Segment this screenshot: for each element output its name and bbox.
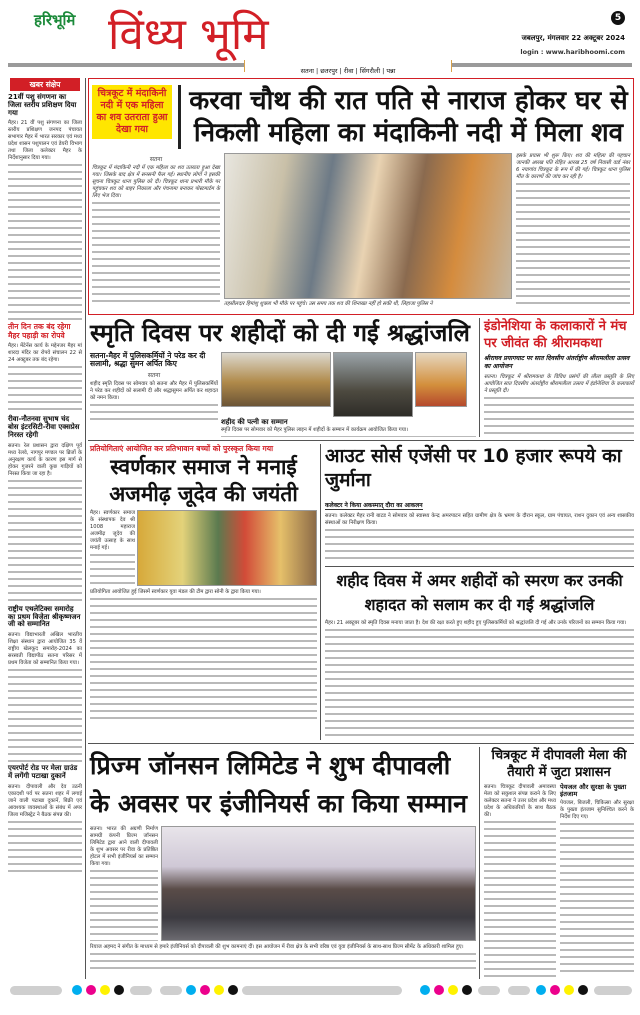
lead-story: [88, 78, 634, 315]
chitrakoot-body: सतना। चित्रकूट दीपावली अमावस्या मेला को सकुशल संपन्न कराने के लिए कलेक्टर सतना ने उत्तर प्रदेश और मध्य प्रदेश के अधिकारियों के साथ बैठक की।: [484, 784, 556, 979]
black-mark: [578, 985, 588, 995]
procession-photo: [137, 510, 317, 586]
cyan-mark: [536, 985, 546, 995]
registration-mark: [508, 986, 530, 995]
swarnkar-body: प्रतियोगिता आयोजित हुई जिसमें स्वर्णकार युवा मंडल की टीम द्वारा सोनी के द्वारा किया गया।: [90, 589, 317, 719]
registration-mark: [130, 986, 152, 995]
page-number: 5: [611, 11, 625, 25]
brief-title: राष्ट्रीय एथलेटिक्स समारोह का प्रथम विजेता श्रीकृष्णजन जी को सम्मानित: [8, 604, 81, 629]
brief-title: एयरपोर्ट रोड पर मेला ग्राउंड में लगेंगी पटाखा दुकानें: [8, 764, 78, 781]
chitrakoot-headline: चित्रकूट में दीपावली मेला की तैयारी में जुटा प्रशासन: [491, 747, 627, 780]
swarnkar-headline: स्वर्णकार समाज ने मनाई अजमीढ़ जूदेव की जयंती: [109, 454, 298, 506]
smriti-kicker: सतना: [147, 371, 161, 379]
registration-mark: [242, 986, 402, 995]
black-mark: [462, 985, 472, 995]
brief-header: खबर संक्षेप: [10, 78, 80, 91]
magenta-mark: [550, 985, 560, 995]
brief-column: [8, 78, 82, 979]
smriti-body: स्मृति दिवस पर सोमवार को मैहर पुलिस लाइन में शहीदों के सम्मान में कार्यक्रम आयोजित किया गया।: [221, 427, 476, 437]
magenta-mark: [86, 985, 96, 995]
lead-body: इसके प्रयास भी शुरू किए। शव की महिला की पहचान जानकी आरख पति रोहित आरख 25 वर्ष निवासी वार्ड नंबर 6 नयागांव चित्रकूट के रूप में की गई। चित्रकूट थाना पुलिस मौत के कारणों की जांच कर रही है।: [516, 153, 630, 308]
magenta-mark: [434, 985, 444, 995]
header-bar-right: [452, 63, 632, 67]
lead-photo: [224, 153, 512, 299]
shahid-body: मैहर। 21 अक्टूबर को स्मृति दिवस मनाया जाता है। देश की रक्षा करते हुए शहीद हुए पुलिसकर्मियों को श्रद्धांजलि दी गई और उनके परिजनों का सम्मान किया गया।: [325, 620, 634, 740]
masthead: [0, 0, 640, 78]
chitrakoot-subhead: पेयजल और सुरक्षा के पुख्ता इंतजाम: [560, 782, 627, 799]
swarnkar-kicker: प्रतियोगिताएं आयोजित कर प्रतिभावान बच्चों को पुरस्कृत किया गया: [90, 443, 274, 453]
black-mark: [114, 985, 124, 995]
brief-body: मैहर। मेंटेनेंस कार्य के मद्देनजर मैहर मां शारदा मंदिर का रोपवे संचालन 22 से 24 अक्टूबर तक बंद रहेगा।: [8, 343, 82, 413]
yellow-mark: [564, 985, 574, 995]
dateline: जबलपुर, मंगलवार 22 अक्टूबर 2024: [521, 34, 625, 42]
indonesia-story: [479, 318, 634, 437]
engineers-photo: [161, 826, 476, 941]
registration-mark: [160, 986, 182, 995]
lead-headline: करवा चौथ की रात पति से नाराज होकर घर से निकली महिला का मंदाकिनी नदी में मिला शव: [189, 86, 628, 148]
smriti-body: शहीद स्मृति दिवस पर सोमवार को सतना और मैहर में पुलिसकर्मियों ने परेड कर शहीदों को सलामी दी और श्रद्धासुमन अर्पित कर शहादत को नमन किया।: [90, 381, 218, 421]
wreath-photo: [415, 352, 467, 407]
brief-body: सतना। रेल प्रशासन द्वारा दक्षिण पूर्व मध्य रेलवे, नागपुर मण्डल पर ब्रिजों के अनुरक्षण कार्य के कारण इस मार्ग से होकर गुजरने वाली कुछ गाड़ियों को निरस्त किया जा रहा है।: [8, 443, 82, 603]
outsource-tag: कलेक्टर ने किया अकस्मात् दौरा का आकलन: [325, 501, 423, 509]
cyan-mark: [420, 985, 430, 995]
registration-mark: [10, 986, 62, 995]
yellow-mark: [448, 985, 458, 995]
brief-title: 21वीं पशु संगणना का जिला स्तरीय प्रशिक्षण दिया गया: [8, 93, 77, 117]
registration-strip: [0, 983, 640, 999]
yellow-mark: [214, 985, 224, 995]
swarnkar-body: मैहर। स्वर्णकार समाज के संस्थापक देव श्री 1008 महाराज अजमीढ़ जूदेव की जयंती उत्साह के साथ मनाई गई।: [90, 510, 135, 586]
divider-bar: [178, 85, 181, 149]
section-divider: [325, 566, 634, 740]
indonesia-body: सतना। चित्रकूट में श्रीरामकथा के विविध प्रसंगों की लीला प्रस्तुति के लिए आयोजित सात दिवसीय अंतर्राष्ट्रीय श्रीरामलीला उत्सव में इंडोनेशिया के कलाकारों ने प्रस्तुति दी।: [484, 374, 634, 434]
prism-body: सतना। भारत की अग्रणी निर्माण सामग्री कंपनी प्रिज्म जॉनसन लिमिटेड द्वारा आने वाली दीपावली के शुभ अवसर पर रीवा के प्रतिष्ठित होटल में सभी इंजीनियर्स का सम्मान किया गया।: [90, 826, 158, 941]
indonesia-headline: इंडोनेशिया के कलाकारों ने मंच पर जीवंत की श्रीरामकथा: [484, 319, 627, 351]
cyan-mark: [72, 985, 82, 995]
outsource-headline: आउट सोर्स एजेंसी पर 10 हजार रूपये का जुर्माना: [325, 444, 622, 491]
outsource-body: सतना। कलेक्टर मैहर रानी बाटड ने सोमवार को स्वास्थ्य केन्द्र अमरपाटन सहित ग्रामीण क्षेत्र के भ्रमण के दौरान स्कूल, ग्राम पंचायत, राशन दुकान एवं अन्य शासकीय संस्थाओं का निरीक्षण किया।: [325, 513, 634, 563]
website-link[interactable]: login : www.haribhoomi.com: [520, 48, 625, 56]
smriti-subhead: सतना-मैहर में पुलिसकर्मियों ने परेड कर दी सलामी, श्रद्धा सुमन अर्पित किए: [90, 351, 206, 369]
brief-title: तीन दिन तक बंद रहेगा मैहर पहाड़ी का रोपवे: [8, 322, 71, 340]
indonesia-subhead: श्रीराघव प्रयागघाट पर सात दिवसीय अंतर्राष्ट्रीय श्रीरामलीला उत्सव का आयोजन: [484, 355, 630, 370]
brief-body: सतना। दीपावली और देव उठनी एकादशी पर्व पर सतना शहर में लगाई जाने वाली पटाखा दुकानें, बिक्री एवं आवश्यक व्यवस्थाओं के संबंध में अपर जिला मजिस्ट्रेट ने बैठक संपन्न की।: [8, 784, 82, 874]
section-divider: [88, 743, 634, 979]
prism-body: रियाज अहमद ने संगीत के माध्यम से हमारे इंजीनियर्स को दीपावली की शुभ कामनाएं दीं। इस आयोजन में रीवा क्षेत्र के सभी वरिष्ठ एवं युवा इंजीनियर्स के साथ-साथ प्रिज्म सीमेंट के अधिकारी शामिल हुए।: [90, 944, 476, 974]
yellow-mark: [100, 985, 110, 995]
brief-body: सतना। विद्याभारती अखिल भारतीय शिक्षा संस्थान द्वारा आयोजित 35 वें राष्ट्रीय खेलकूद समारोह-2024 का सरस्वती विद्यापीठ सतना परिसर में प्रथम विजेता को सम्मानित किया गया।: [8, 632, 82, 762]
magenta-mark: [200, 985, 210, 995]
city-list: सतना | छतरपुर | रीवा | सिंगरौली | पन्ना: [300, 67, 396, 75]
header-bar-left: [8, 63, 244, 67]
brief-body: मैहर। 21 वीं पशु संगणना का जिला स्तरीय प्रशिक्षण जनपद पंचायत सभागार मैहर में भारत सरकार एवं मध्य प्रदेश शासन पशुपालन एवं डेयरी विभाग तथा जिला कलेक्टर मैहर के निर्देशानुसार दिया गया।: [8, 120, 82, 320]
registration-mark: [478, 986, 500, 995]
prism-headline: प्रिज्म जॉनसन लिमिटेड ने शुभ दीपावली के अवसर पर इंजीनियर्स का किया सम्मान: [90, 750, 468, 818]
lead-sidebox: चित्रकूट में मंदाकिनी नदी में एक महिला का शव उतराता हुआ देखा गया: [92, 85, 172, 139]
cyan-mark: [186, 985, 196, 995]
edition-title: विंध्य भूमि: [108, 9, 269, 60]
photo-caption: शहीद की पत्नी का सम्मान: [221, 418, 288, 426]
smriti-headline: स्मृति दिवस पर शहीदों को दी गई श्रद्धांजलि: [90, 319, 470, 347]
lead-body: चित्रकूट में मंदाकिनी नदी में एक महिला का शव उतराता हुआ देखा गया। जिसके बाद क्षेत्र में सनसनी फैल गई। स्थानीय लोगों ने इसकी सूचना चित्रकूट थाना पुलिस को दी। चित्रकूट थाना प्रभारी मौके पर पहुंचकर शव को बाहर निकाला और पंचनामा बनाकर पोस्टमार्टम के लिए भेज दिया।: [92, 165, 220, 305]
salute-photo: [333, 352, 413, 417]
column-divider: [85, 78, 86, 979]
section-divider: [88, 440, 634, 743]
shahid-headline: शहीद दिवस में अमर शहीदों को स्मरण कर उनकी शहादत को सलाम कर दी गई श्रद्धांजलि: [336, 570, 623, 614]
parade-photo: [221, 352, 331, 407]
lead-kicker: सतना: [149, 156, 163, 163]
lead-caption: तहसीलदार हिमांशु शुक्ला भी मौके पर पहुंचे। उस समय तक शव की शिनाख्त नहीं हो सकी थी, लिहाजा पुलिस ने: [224, 301, 433, 307]
main-area: [88, 78, 634, 979]
brief-title: रीवा-नौतनवा सुभाष चंद बोस इंटरसिटी-रीवा एक्सप्रेस निरस्त रहेगी: [8, 415, 80, 439]
chitrakoot-body: पेयजल, बिजली, चिकित्सा और सुरक्षा के पुख्ता इंतजाम सुनिश्चित करने के निर्देश दिए गए।: [560, 800, 634, 975]
brand-logo: हरिभूमि: [34, 11, 76, 29]
black-mark: [228, 985, 238, 995]
registration-mark: [594, 986, 632, 995]
